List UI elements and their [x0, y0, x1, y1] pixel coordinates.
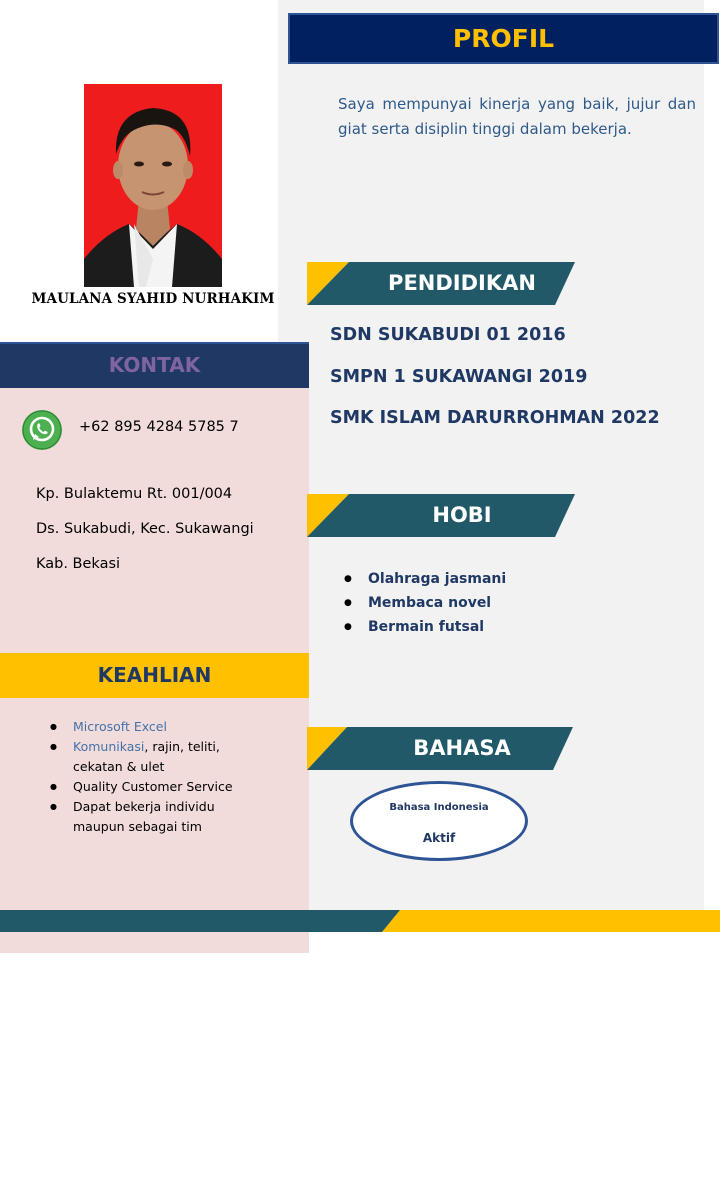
profil-header [288, 13, 719, 64]
address-line-2: Ds. Sukabudi, Kec. Sukawangi [36, 521, 254, 537]
bahasa-title: BAHASA [413, 736, 511, 760]
keahlian-title: KEAHLIAN [97, 663, 212, 687]
kontak-title: KONTAK [108, 353, 201, 377]
list-item [50, 777, 250, 797]
skill-text: , rajin, teliti, cekatan & ulet [73, 739, 220, 774]
skill-highlight: Microsoft Excel [73, 719, 167, 734]
profil-text: Saya mempunyai kinerja yang baik, jujur dan giat serta disiplin tinggi dalam bekerja. [338, 95, 696, 138]
hobi-title: HOBI [432, 503, 492, 527]
skill-text: Dapat bekerja individu maupun sebagai tim [73, 799, 215, 834]
profil-title: PROFIL [452, 24, 555, 53]
pendidikan-title: PENDIDIKAN [388, 271, 536, 295]
list-item: ● Olahraga jasmani [344, 567, 506, 591]
keahlian-header [0, 653, 309, 698]
list-item: ● Bermain futsal [344, 615, 506, 639]
skill-highlight: Komunikasi [73, 739, 145, 754]
list-item [50, 737, 250, 777]
education-item-1: SDN SUKABUDI 01 2016 [330, 325, 566, 345]
address-line-3: Kab. Bekasi [36, 556, 121, 572]
bahasa-oval [350, 781, 528, 861]
bahasa-level: Aktif [422, 831, 456, 845]
list-item: ● Membaca novel [344, 591, 506, 615]
bahasa-language: Bahasa Indonesia [389, 802, 489, 813]
phone-number: +62 895 4284 5785 7 [79, 419, 239, 435]
whatsapp-icon [21, 409, 63, 451]
pendidikan-banner [307, 262, 577, 305]
hobi-list [344, 567, 506, 639]
footer-stripe [0, 910, 720, 932]
list-item [50, 797, 250, 837]
kontak-header [0, 342, 309, 388]
address-line-1: Kp. Bulaktemu Rt. 001/004 [36, 486, 233, 502]
education-item-3: SMK ISLAM DARURROHMAN 2022 [330, 408, 660, 428]
profile-photo [84, 84, 222, 287]
list-item [50, 717, 250, 737]
skill-text: Quality Customer Service [73, 779, 233, 794]
education-item-2: SMPN 1 SUKAWANGI 2019 [330, 367, 588, 387]
bahasa-banner [307, 727, 577, 770]
hobi-banner [307, 494, 577, 537]
person-name: MAULANA SYAHID NURHAKIM [31, 291, 275, 307]
skills-list [50, 717, 250, 837]
